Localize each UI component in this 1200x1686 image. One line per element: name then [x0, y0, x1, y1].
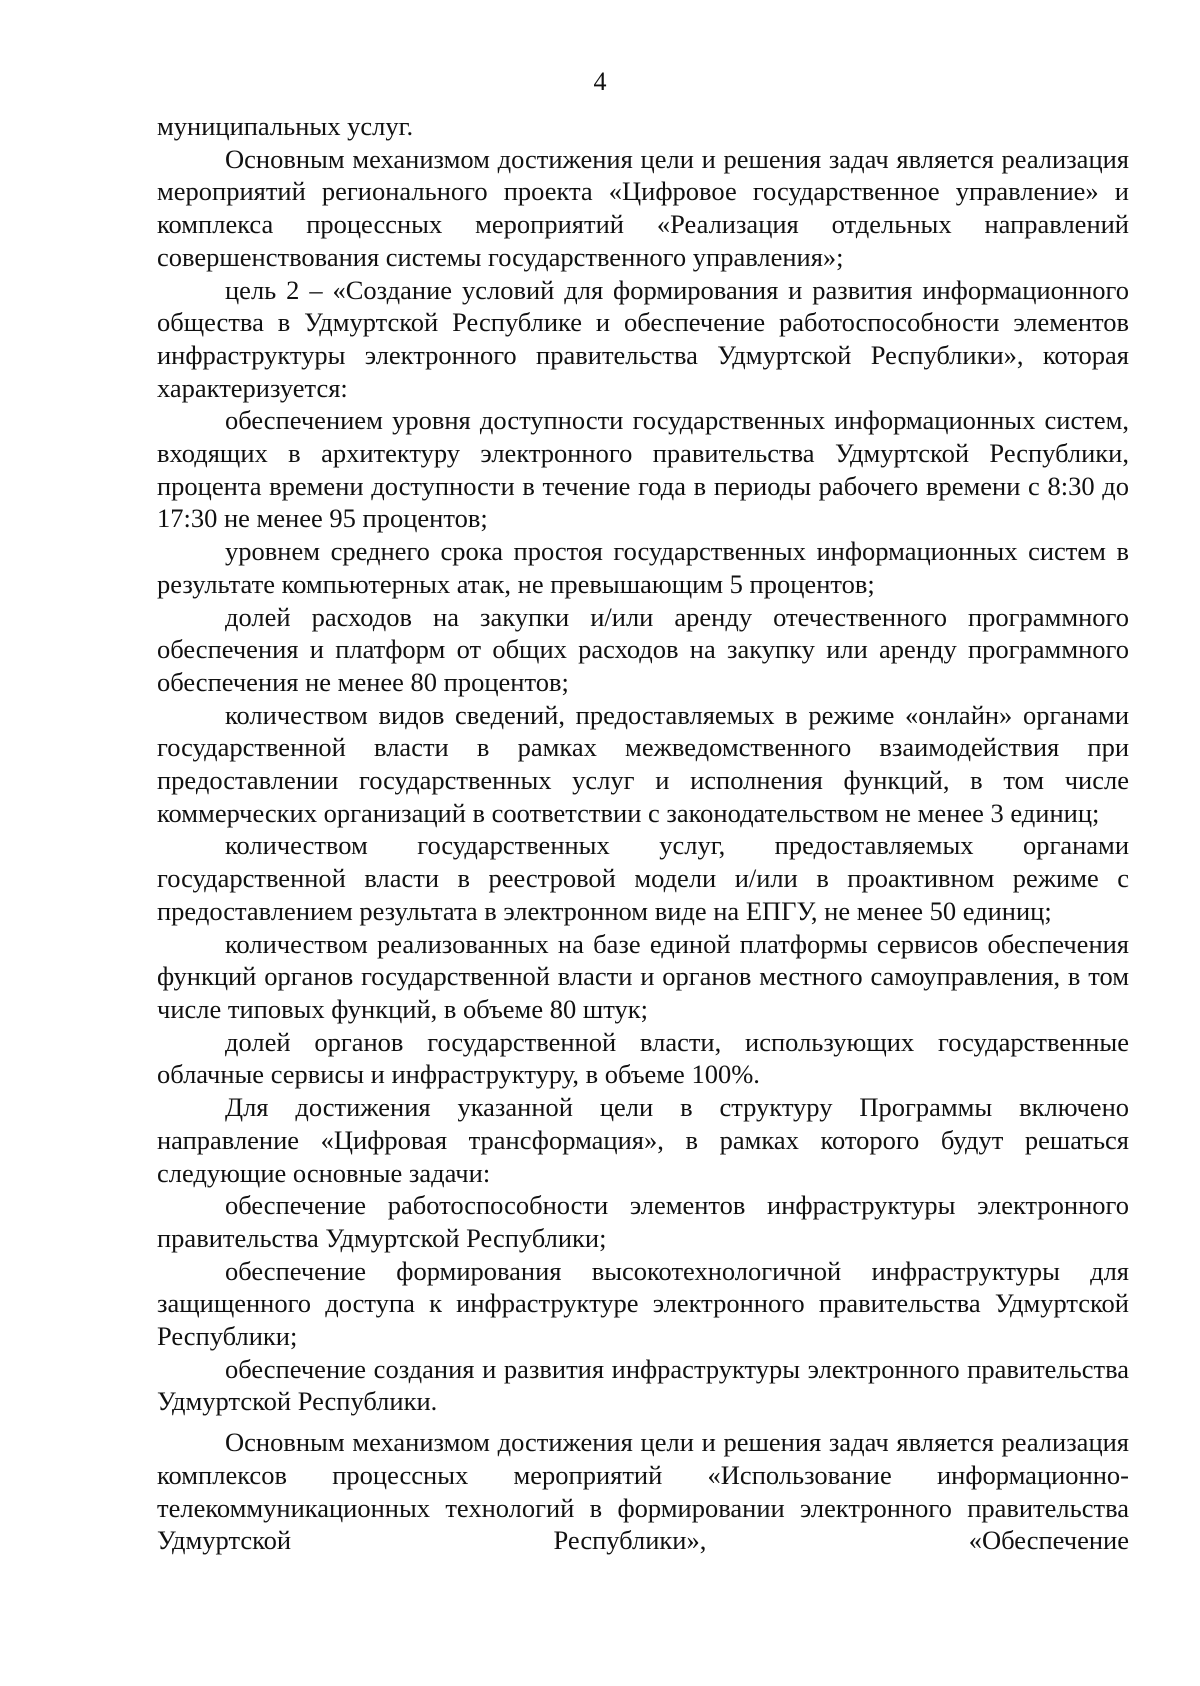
- paragraph-1: муниципальных услуг.: [157, 111, 414, 141]
- paragraph-15: Основным механизмом достижения цели и решения задач является реализация комплексов процессных мероприятий «Использование информационно-телекоммуникационных технологий в формировании электронного правительства Удмуртской Республики», «Обеспечение: [157, 1427, 1129, 1556]
- paragraph-11: Для достижения указанной цели в структуру Программы включено направление «Цифровая трансформация», в рамках которого будут решаться следующие основные задачи:: [157, 1092, 1129, 1188]
- paragraph-3: цель 2 – «Создание условий для формирования и развития информационного общества в Удмуртской Республике и обеспечение работоспособности элементов инфраструктуры электронного правительства Удмуртской Республики», которая характеризуется:: [157, 274, 1129, 403]
- page-number: 4: [593, 67, 607, 96]
- paragraph-10: долей органов государственной власти, использующих государственные облачные сервисы и инфраструктуру, в объеме 100%.: [157, 1026, 1129, 1090]
- paragraph-7: количеством видов сведений, предоставляемых в режиме «онлайн» органами государственной власти в рамках межведомственного взаимодействия при предоставлении государственных услуг и исполнения функций, в том числе коммерческих организаций в соответствии с законодательством не менее 3 единиц;: [157, 699, 1129, 828]
- paragraph-2: Основным механизмом достижения цели и решения задач является реализация мероприятий регионального проекта «Цифровое государственное управление» и комплекса процессных мероприятий «Реализация отдельных направлений совершенствования системы государственного управления»;: [157, 143, 1129, 272]
- paragraph-8: количеством государственных услуг, предоставляемых органами государственной власти в реестровой модели и/или в проактивном режиме с предоставлением результата в электронном виде на ЕПГУ, не менее 50 единиц;: [157, 830, 1129, 926]
- paragraph-12: обеспечение работоспособности элементов инфраструктуры электронного правительства Удмуртской Республики;: [157, 1190, 1129, 1253]
- paragraph-4: обеспечением уровня доступности государственных информационных систем, входящих в архитектуру электронного правительства Удмуртской Республики, процента времени доступности в течение года в периоды рабочего времени с 8:30 до 17:30 не менее 95 процентов;: [157, 405, 1129, 534]
- paragraph-14: обеспечение создания и развития инфраструктуры электронного правительства Удмуртской Республики.: [157, 1353, 1129, 1417]
- paragraph-6: долей расходов на закупки и/или аренду отечественного программного обеспечения и платформ от общих расходов на закупку или аренду программного обеспечения не менее 80 процентов;: [157, 601, 1129, 697]
- document-body: [157, 110, 1129, 1557]
- paragraph-9: количеством реализованных на базе единой платформы сервисов обеспечения функций органов государственной власти и органов местного самоуправления, в том числе типовых функций, в объеме 80 штук;: [157, 928, 1129, 1024]
- paragraph-13: обеспечение формирования высокотехнологичной инфраструктуры для защищенного доступа к инфраструктуре электронного правительства Удмуртской Республики;: [157, 1255, 1129, 1352]
- paragraph-5: уровнем среднего срока простоя государственных информационных систем в результате компьютерных атак, не превышающим 5 процентов;: [157, 536, 1129, 599]
